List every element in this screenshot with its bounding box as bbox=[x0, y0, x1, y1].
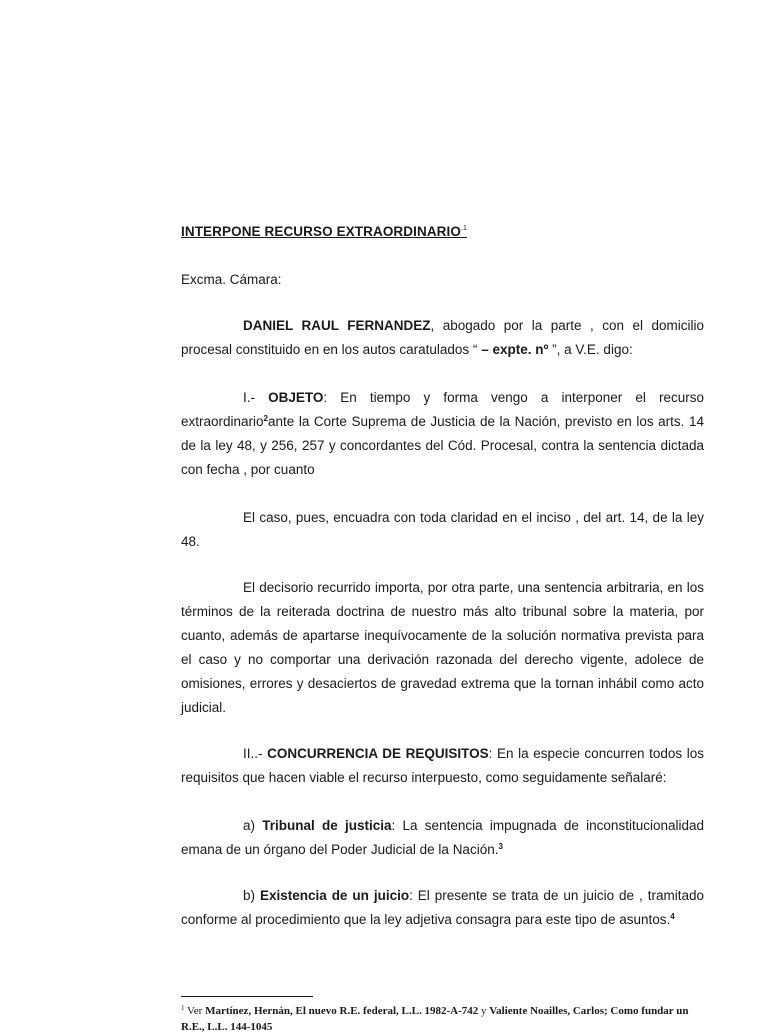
paragraph-objeto bbox=[181, 386, 704, 482]
section-number: II..- bbox=[243, 746, 268, 761]
paragraph-text: : En la especie concurren todos los requisitos que hacen viable el recurso interpuesto, como seguidamente señalaré: bbox=[181, 746, 704, 785]
footnote-ref: 4 bbox=[670, 912, 675, 921]
paragraph-text: : La sentencia impugnada de inconstitucionalidad emana de un órgano del Poder Judicial de la Nación. bbox=[181, 818, 704, 857]
paragraph-text: , abogado por la parte , con el domicilio procesal constituido en en los autos caratulados “ bbox=[181, 318, 704, 357]
footnote-divider bbox=[181, 996, 313, 997]
item-heading: Existencia de un juicio bbox=[259, 888, 410, 903]
section-heading: CONCURRENCIA DE REQUISITOS bbox=[267, 746, 489, 761]
paragraph-juicio bbox=[181, 884, 704, 932]
paragraph-inciso bbox=[181, 506, 704, 554]
footnote-ref: 2 bbox=[263, 414, 268, 423]
item-letter: a) bbox=[243, 818, 263, 833]
paragraph-text: ante la Corte Suprema de Justicia de la Nación, previsto en los arts. 14 de la ley 48, y 256, 257 y concordantes del Cód. Procesal, contra la sentencia dictada con fecha , por cuanto bbox=[181, 414, 704, 477]
item-letter: b) bbox=[243, 888, 260, 903]
paragraph-arbitraria bbox=[181, 576, 704, 720]
footnote-text: y bbox=[478, 1005, 490, 1017]
section-heading: OBJETO bbox=[268, 390, 324, 405]
footnote bbox=[181, 1000, 704, 1035]
title-text: INTERPONE RECURSO EXTRAORDINARIO bbox=[181, 224, 461, 239]
footnote-ref: 3 bbox=[498, 842, 503, 851]
section-number: I.- bbox=[243, 390, 269, 405]
paragraph-tribunal bbox=[181, 814, 704, 862]
document-page bbox=[181, 0, 704, 1033]
title-footnote-ref: .1 bbox=[460, 225, 468, 232]
expediente-label: – expte. nº bbox=[481, 342, 549, 357]
paragraph-text: ”, a V.E. digo: bbox=[548, 342, 633, 357]
paragraph-requisitos bbox=[181, 742, 704, 790]
footnote-citation: Martínez, Hernán, El nuevo R.E. federal, L.L. 1982-A-742 bbox=[205, 1005, 479, 1017]
paragraph-text: El decisorio recurrido importa, por otra parte, una sentencia arbitraria, en los términos de la reiterada doctrina de nuestro más alto tribunal sobre la materia, por cuanto, además de apartarse inequívocamente de la solución normativa prevista para el caso y no comportar una derivación razonada del derecho vigente, adolece de omisiones, errores y desaciertos de gravedad extrema que la tornan inhábil como acto judicial. bbox=[181, 580, 704, 715]
document-title bbox=[181, 224, 467, 239]
footnote-text: Ver bbox=[184, 1005, 206, 1017]
item-heading: Tribunal de justicia bbox=[262, 818, 392, 833]
footnote-citation: Valiente Noailles, Carlos; Como fundar un R.E., L.L. 144-1045 bbox=[181, 1005, 689, 1033]
paragraph-text: : El presente se trata de un juicio de , tramitado conforme al procedimiento que la ley adjetiva consagra para este tipo de asuntos. bbox=[181, 888, 704, 927]
footnote-number: 1 bbox=[181, 1004, 185, 1012]
paragraph-text: : En tiempo y forma vengo a interponer el recurso extraordinario bbox=[181, 390, 704, 429]
attorney-name: DANIEL RAUL FERNANDEZ bbox=[243, 318, 431, 333]
paragraph-text: El caso, pues, encuadra con toda claridad en el inciso , del art. 14, de la ley 48. bbox=[181, 510, 704, 549]
salutation: Excma. Cámara: bbox=[181, 272, 282, 287]
paragraph-presentation bbox=[181, 314, 704, 362]
